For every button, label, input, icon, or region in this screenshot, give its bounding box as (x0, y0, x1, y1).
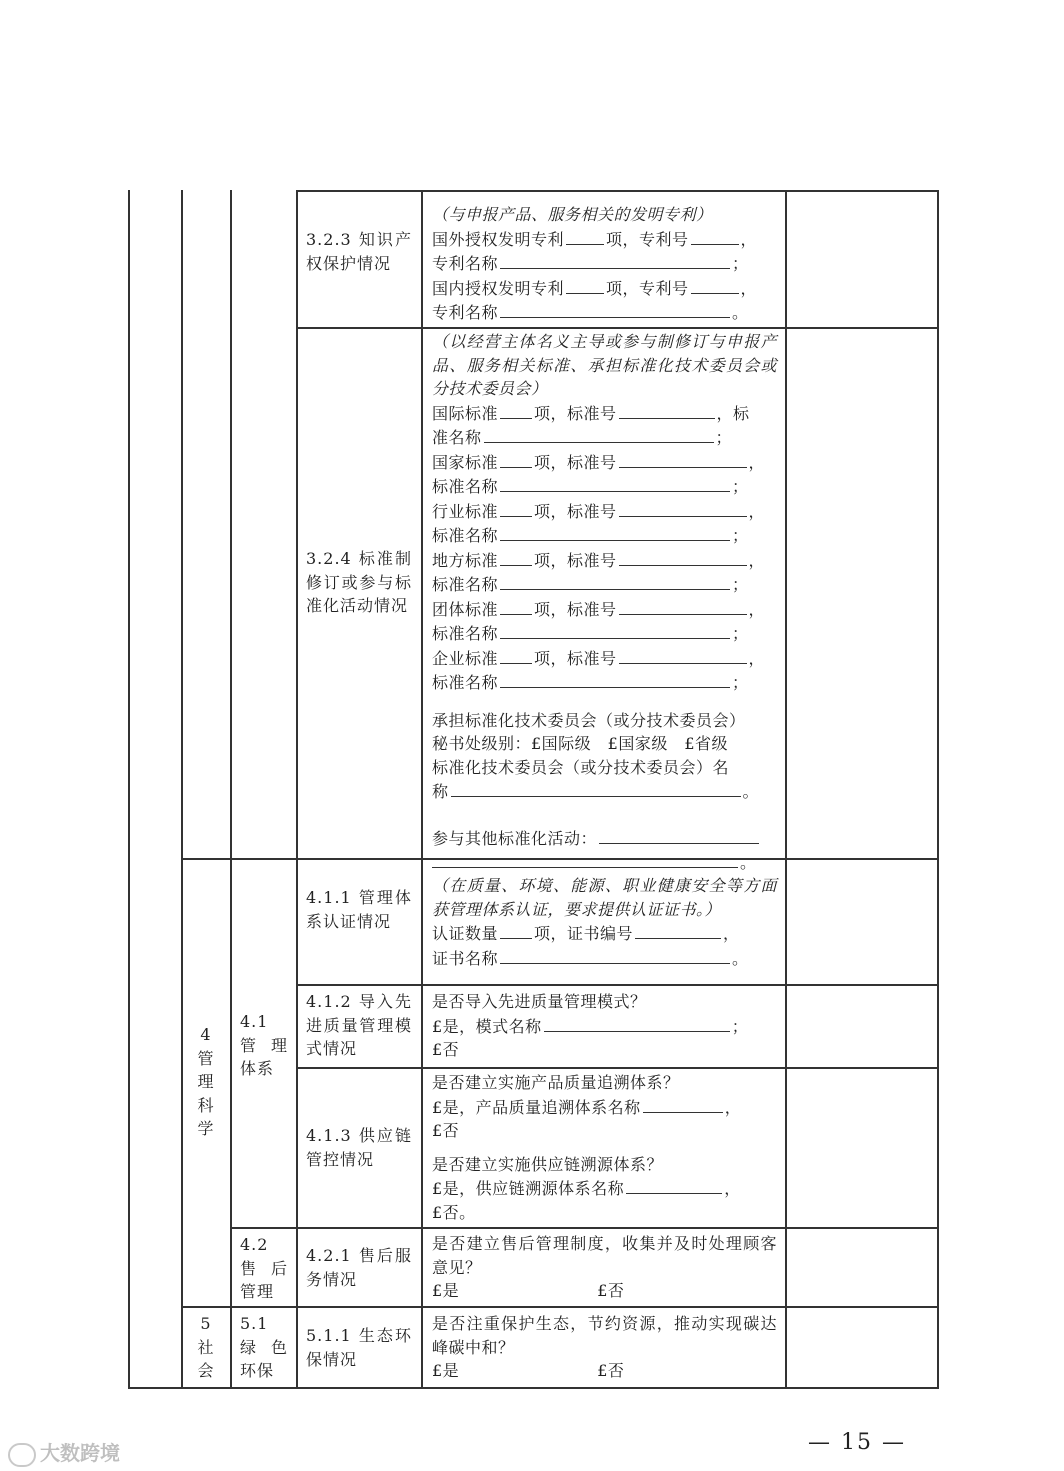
watermark-logo-icon (8, 1443, 36, 1467)
blank (566, 276, 604, 294)
comma: ， (740, 278, 758, 298)
label-text: 4.1.3 供应链管控情况 (306, 1126, 412, 1169)
blank (643, 1095, 723, 1113)
blank (500, 597, 532, 615)
quality-question: 是否导入先进质量管理模式？ (432, 992, 647, 1011)
committee-name-line (432, 779, 777, 804)
comma: ， (748, 452, 766, 472)
std-no-text: 项，标准号 (534, 452, 617, 472)
checkbox-yes[interactable]: £是 (432, 1281, 460, 1300)
table-divider-4 (421, 190, 423, 1388)
eco-options (432, 1359, 777, 1383)
enterprise-standard-line (432, 646, 777, 671)
blank (619, 499, 747, 517)
eco-question: 是否注重保护生态，节约资源，推动实现碳达峰碳中和？ (432, 1314, 777, 1357)
table-divider-1 (181, 190, 183, 1388)
cert-count-line (432, 921, 777, 946)
row-content-411 (432, 874, 777, 970)
std-no-text: 项，标准号 (534, 599, 617, 619)
foreign-patent-text: 国外授权发明专利 (432, 229, 565, 249)
blank (544, 1014, 730, 1032)
group-4-label (181, 1023, 230, 1141)
cert-intro: （在质量、环境、能源、职业健康安全等方面获管理体系认证，要求提供认证证书。） (432, 876, 777, 919)
semi: ； (732, 526, 749, 545)
row-content-412 (432, 990, 777, 1062)
patent-intro: （与申报产品、服务相关的发明专利） (432, 205, 713, 224)
std-no-text: 项，标准号 (534, 501, 617, 521)
std-no-text: 项，标准号 (534, 403, 617, 423)
spacer (432, 804, 777, 826)
g4-char: 科 (197, 1095, 214, 1115)
blank (500, 621, 730, 639)
committee-line-2: 秘书处级别：£国际级 £国家级 £省级 (432, 734, 729, 753)
blank (500, 946, 730, 964)
row-label-511 (306, 1324, 412, 1371)
comma: ， (724, 1097, 742, 1117)
blank (500, 300, 730, 318)
blank (500, 670, 730, 688)
blank (619, 646, 747, 664)
spacer (432, 1143, 777, 1153)
national-name-line (432, 474, 777, 499)
trace-yes-line (432, 1095, 777, 1120)
row-label-323 (306, 228, 412, 275)
row-line-421 (181, 1306, 939, 1308)
group-41-label (240, 1010, 288, 1081)
std-type-text: 行业标准 (432, 501, 499, 521)
blank (500, 450, 532, 468)
comma: ， (748, 501, 766, 521)
g5-char: 5 (200, 1314, 211, 1333)
group-51-label (240, 1312, 288, 1383)
local-name-line (432, 572, 777, 597)
blank (566, 227, 604, 245)
cert-no-text: 项，证书编号 (534, 924, 634, 943)
semi: ； (715, 428, 733, 447)
other-activity-text: 参与其他标准化活动： (432, 828, 598, 848)
blank (500, 401, 532, 419)
aftersale-options (432, 1279, 777, 1303)
blank (500, 572, 730, 590)
checkbox-no[interactable]: £否 (597, 1361, 625, 1380)
row-label-421 (306, 1244, 412, 1291)
domestic-name-line (432, 300, 777, 325)
industry-name-line (432, 523, 777, 548)
std-name-text: 标准名称 (432, 575, 499, 594)
row-label-411 (306, 886, 412, 933)
blank (500, 523, 730, 541)
blank (619, 548, 747, 566)
blank (626, 1176, 722, 1194)
row-label-324 (306, 547, 412, 618)
blank (500, 499, 532, 517)
g4-char: 管 (197, 1048, 214, 1068)
foreign-patent-line (432, 227, 777, 252)
foreign-name-line (432, 251, 777, 276)
g4-char: 学 (197, 1119, 214, 1138)
g41-text: 4.1 管理体系 (240, 1012, 288, 1078)
group-standard-line (432, 597, 777, 622)
group-42-label (240, 1233, 288, 1304)
enterprise-name-line (432, 670, 777, 695)
g5-char: 社 (197, 1337, 214, 1357)
checkbox-no[interactable]: £否。 (432, 1202, 476, 1222)
g5-char: 会 (197, 1361, 214, 1380)
g4-char: 4 (200, 1025, 211, 1044)
committee-line-3: 标准化技术委员会（或分技术委员会）名 (432, 757, 730, 777)
std-type-text: 地方标准 (432, 550, 499, 570)
intl-name-line (432, 425, 777, 450)
intl-text: 国际标准 (432, 403, 499, 423)
blank (619, 401, 715, 419)
row-label-413 (306, 1124, 412, 1171)
semi: ； (732, 673, 749, 692)
std-name-text: 标准名称 (432, 673, 499, 692)
std-name-text: 标准名称 (432, 526, 499, 545)
std-name-text: 准名称 (432, 428, 482, 447)
checkbox-no[interactable]: £否 (432, 1121, 460, 1140)
group-name-line (432, 621, 777, 646)
blank (691, 227, 739, 245)
std-name-text: 标准名称 (432, 624, 499, 643)
row-line-411 (296, 984, 939, 986)
name-text: 专利名称 (432, 303, 499, 322)
committee-line-1: 承担标准化技术委员会（或分技术委员会） (432, 710, 746, 730)
checkbox-yes[interactable]: £是，产品质量追溯体系名称 (432, 1097, 641, 1117)
period: 。 (740, 853, 757, 872)
label-text: 4.1.1 管理体系认证情况 (306, 888, 412, 931)
row-content-421 (432, 1232, 777, 1303)
comma: ， (748, 550, 766, 570)
g42-text: 4.2 售后管理 (240, 1235, 288, 1301)
comma: ， (724, 1179, 741, 1198)
blank (500, 646, 532, 664)
watermark-text: 大数跨境 (40, 1441, 120, 1465)
blank (484, 425, 714, 443)
comma: ， (748, 648, 766, 668)
row-line-323 (296, 327, 939, 329)
checkbox-no[interactable]: £否 (597, 1281, 625, 1300)
supply-yes-line (432, 1176, 777, 1201)
row-line-412 (296, 1067, 939, 1069)
period: 。 (732, 948, 749, 968)
blank (432, 850, 738, 868)
watermark (8, 1437, 120, 1467)
std-type-text: 企业标准 (432, 648, 499, 668)
g4-char: 理 (197, 1072, 214, 1091)
comma: ， (723, 924, 740, 943)
blank (500, 251, 730, 269)
label-text: 3.2.4 标准制修订或参与标准化活动情况 (306, 549, 412, 615)
semi: ； (732, 575, 749, 594)
name-text: 专利名称 (432, 254, 499, 273)
std-no-text: 项，标准号 (534, 550, 617, 570)
trace-question: 是否建立实施产品质量追溯体系？ (432, 1073, 680, 1092)
checkbox-yes[interactable]: £是，供应链溯源体系名称 (432, 1179, 625, 1198)
blank (691, 276, 739, 294)
spacer (432, 695, 777, 709)
local-standard-line (432, 548, 777, 573)
row-line-top (296, 190, 939, 192)
row-content-324 (432, 330, 777, 875)
supply-question: 是否建立实施供应链溯源体系？ (432, 1154, 664, 1174)
semi: ； (732, 624, 749, 643)
table-border-left (128, 190, 130, 1388)
blank (500, 474, 730, 492)
other-activity-blank-line (432, 850, 777, 875)
table-divider-2 (230, 190, 232, 1388)
group-5-label (181, 1312, 230, 1383)
table-divider-3 (296, 190, 298, 1388)
blank (619, 597, 747, 615)
committee-name-text: 称 (432, 782, 449, 801)
comma: ， (740, 229, 758, 249)
row-content-413 (432, 1071, 777, 1224)
cert-name-text: 证书名称 (432, 948, 499, 968)
cert-name-line (432, 946, 777, 971)
label-text: 4.1.2 导入先进质量管理模式情况 (306, 992, 412, 1058)
table-divider-5 (785, 190, 787, 1388)
checkbox-no[interactable]: £否 (432, 1040, 460, 1059)
std-type-text: 国家标准 (432, 452, 499, 472)
std-type-text: 团体标准 (432, 599, 499, 619)
period: 。 (732, 303, 749, 322)
blank (451, 779, 741, 797)
semi: ； (731, 1016, 749, 1036)
industry-standard-line (432, 499, 777, 524)
row-line-bottom (128, 1387, 939, 1389)
label-text: 4.2.1 售后服务情况 (306, 1246, 412, 1289)
table-border-right (937, 190, 939, 1388)
row-line-413 (230, 1227, 939, 1229)
period: 。 (742, 782, 760, 801)
other-activity-line (432, 826, 777, 851)
g51-text: 5.1 绿色环保 (240, 1314, 288, 1380)
intl-standard-line (432, 401, 777, 426)
std-name-text: 标准名称 (432, 477, 499, 496)
cert-count-text: 认证数量 (432, 924, 499, 943)
quality-yes-line (432, 1014, 777, 1039)
blank (599, 826, 759, 844)
row-content-323 (432, 203, 777, 325)
biao-text: ，标 (716, 403, 750, 423)
std-no-text: 项，标准号 (534, 648, 617, 668)
row-label-412 (306, 990, 412, 1061)
comma: ， (748, 599, 766, 619)
label-text: 5.1.1 生态环保情况 (306, 1326, 412, 1369)
checkbox-yes[interactable]: £是 (432, 1361, 460, 1380)
standard-intro: （以经营主体名义主导或参与制修订与申报产品、服务相关标准、承担标准化技术委员会或分技术委员会） (432, 332, 777, 398)
label-text: 3.2.3 知识产权保护情况 (306, 230, 412, 273)
page-number: — 15 — (808, 1430, 906, 1455)
domestic-patent-text: 国内授权发明专利 (432, 278, 565, 298)
domestic-patent-line (432, 276, 777, 301)
aftersale-question: 是否建立售后管理制度，收集并及时处理顾客意见？ (432, 1234, 777, 1277)
blank (500, 921, 532, 939)
xiang-text: 项，专利号 (606, 278, 689, 298)
checkbox-yes[interactable]: £是，模式名称 (432, 1016, 542, 1036)
national-standard-line (432, 450, 777, 475)
blank (635, 921, 721, 939)
blank (500, 548, 532, 566)
semi: ； (732, 254, 749, 273)
semi: ； (732, 477, 749, 496)
xiang-text: 项，专利号 (606, 229, 689, 249)
blank (619, 450, 747, 468)
row-content-511 (432, 1312, 777, 1383)
